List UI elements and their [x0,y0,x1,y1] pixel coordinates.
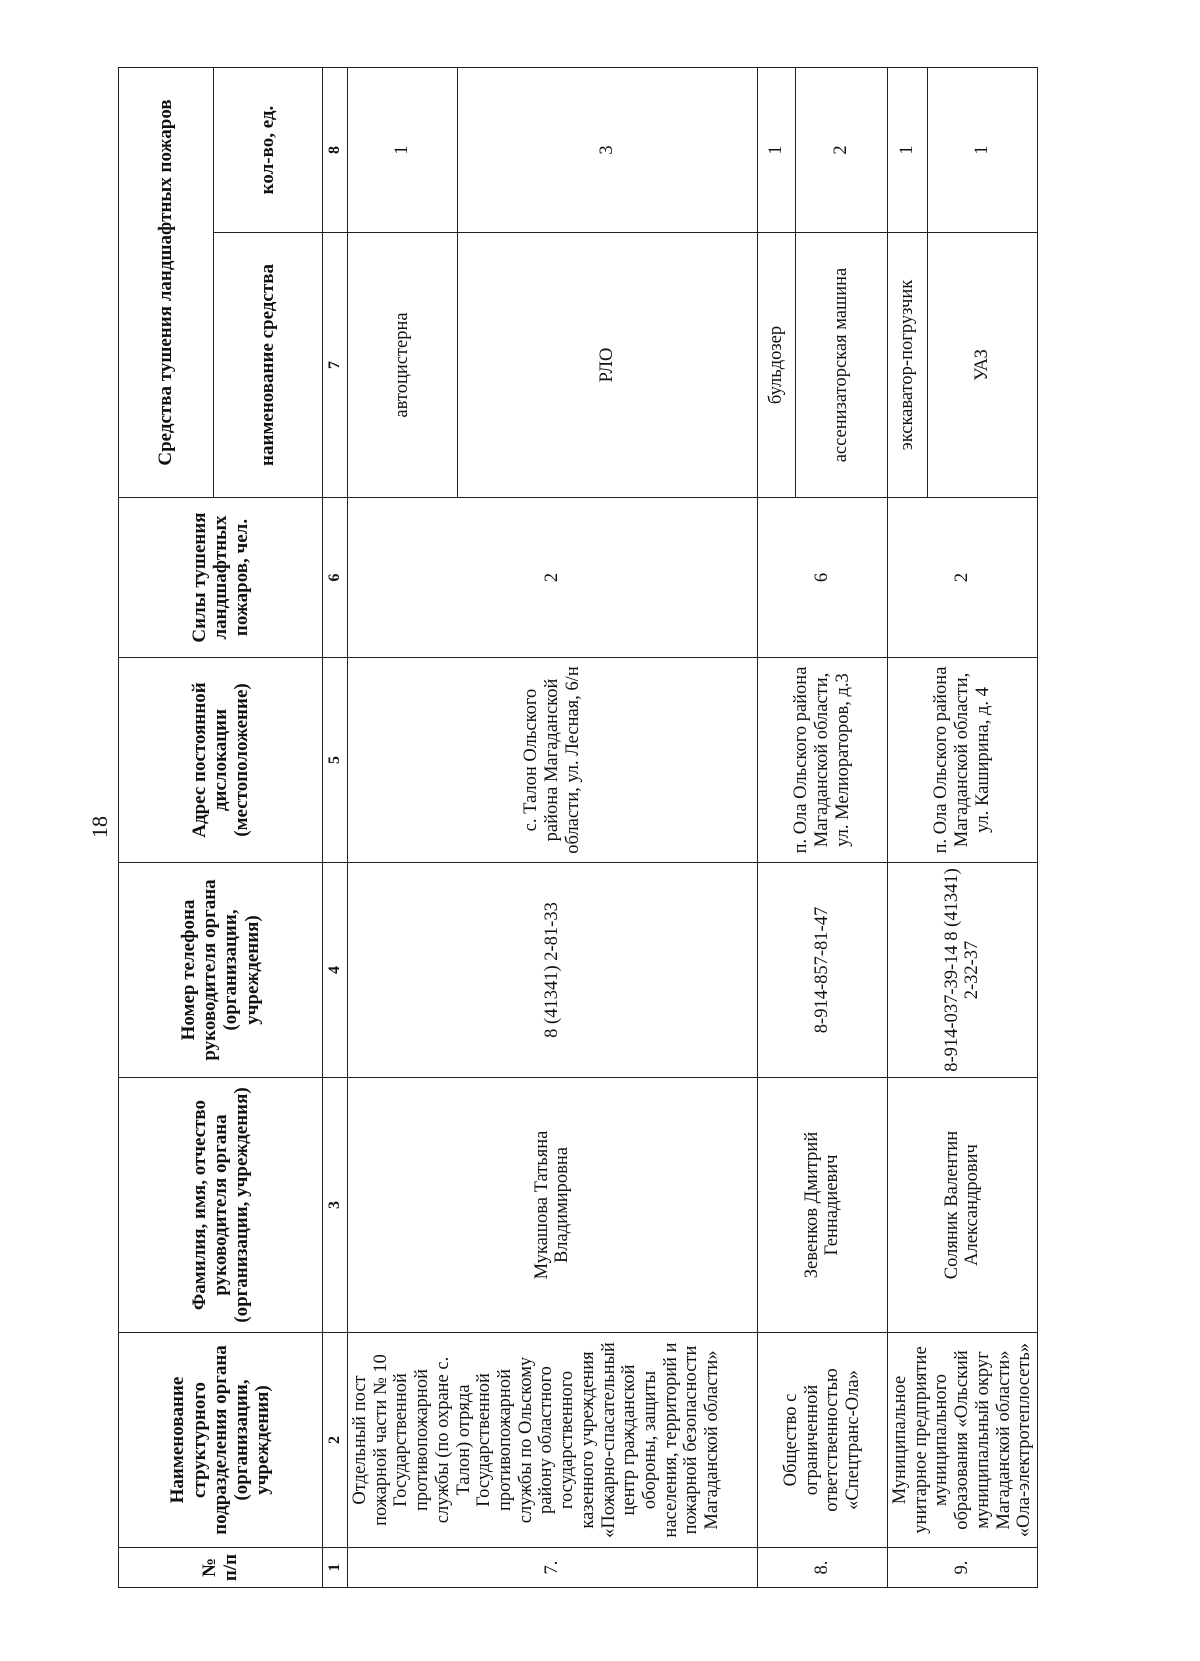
header-means-group: Средства тушения ландшафтных пожаров [119,68,214,498]
phone: 8-914-037-39-14 8 (41341) 2-32-37 [887,863,1037,1078]
row-num: 7. [347,1548,757,1588]
means-qty: 1 [887,68,927,233]
col-index: 7 [322,233,347,498]
column-index-row [322,68,347,1588]
header-num: № п/п [119,1548,323,1588]
means-name: бульдозер [757,233,795,498]
head-name: Зевенков Дмитрий Геннадиевич [757,1078,887,1333]
header-means-name: наименование средства [214,233,323,498]
means-qty: 1 [927,68,1037,233]
header-address: Адрес постоянной дислокации (местоположение) [119,658,323,863]
header-name: Наименование структурного подразделения органа (организации, учреждения) [119,1333,323,1548]
means-name: экскаватор-погрузчик [887,233,927,498]
page-number: 18 [87,816,112,838]
address: с. Талон Ольского района Магаданской области, ул. Лесная, 6/н [347,658,757,863]
means-name: автоцистерна [347,233,457,498]
means-qty: 1 [757,68,795,233]
address: п. Ола Ольского района Магаданской области, ул. Мелиораторов, д.3 [757,658,887,863]
table-row [757,68,795,1588]
head-name: Соляник Валентин Александрович [887,1078,1037,1333]
org-name: Отдельный пост пожарной части № 10 Государственной противопожарной службы (по охране с. Талон) отряда Государственной противопожарной службы по Ольскому району областного государственного казенного учреждения «Пожарно-спасательный центр гражданской обороны, защиты населения, территорий и пожарной безопасности Магаданской области» [347,1333,757,1548]
org-name: Муниципальное унитарное предприятие муниципального образования «Ольский муниципальный округ Магаданской области» «Ола-электротеплосеть» [887,1333,1037,1548]
means-name: РЛО [457,233,757,498]
fire-forces-table [118,67,1038,1588]
means-name: УАЗ [927,233,1037,498]
means-qty: 2 [795,68,887,233]
rotated-table-container [118,68,1038,1588]
forces-count: 2 [347,498,757,658]
table-row [347,68,457,1588]
header-phone: Номер телефона руководителя органа (организации, учреждения) [119,863,323,1078]
col-index: 8 [322,68,347,233]
header-means-qty: кол-во, ед. [214,68,323,233]
col-index: 5 [322,658,347,863]
col-index: 3 [322,1078,347,1333]
forces-count: 6 [757,498,887,658]
header-forces: Силы тушения ландшафтных пожаров, чел. [119,498,323,658]
row-num: 8. [757,1548,887,1588]
table-row [887,68,927,1588]
col-index: 6 [322,498,347,658]
address: п. Ола Ольского района Магаданской области, ул. Каширина, д. 4 [887,658,1037,863]
header-head: Фамилия, имя, отчество руководителя органа (организации, учреждения) [119,1078,323,1333]
head-name: Мукашова Татьяна Владимировна [347,1078,757,1333]
row-num: 9. [887,1548,1037,1588]
col-index: 1 [322,1548,347,1588]
forces-count: 2 [887,498,1037,658]
means-qty: 1 [347,68,457,233]
means-name: ассенизаторская машина [795,233,887,498]
header-row [119,68,214,1588]
phone: 8 (41341) 2-81-33 [347,863,757,1078]
phone: 8-914-857-81-47 [757,863,887,1078]
means-qty: 3 [457,68,757,233]
org-name: Общество с ограниченной ответственностью «Спецтранс-Ола» [757,1333,887,1548]
col-index: 2 [322,1333,347,1548]
col-index: 4 [322,863,347,1078]
